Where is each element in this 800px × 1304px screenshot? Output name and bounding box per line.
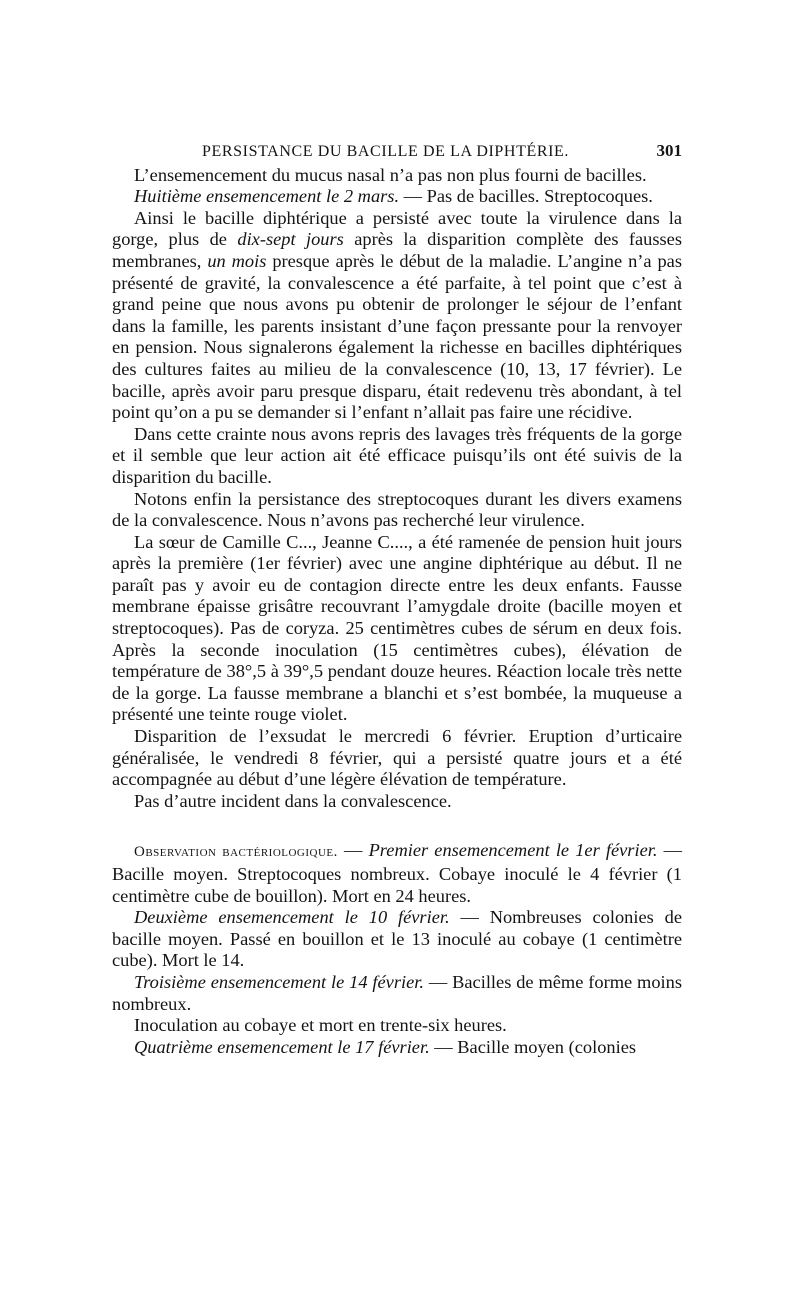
- text-run: Notons enfin la persistance des streptocoques durant les divers examens de la convalescence. Nous n’avons pas recherché leur virulence.: [112, 488, 682, 531]
- page-body: [112, 140, 682, 1058]
- paragraph: [112, 972, 682, 1015]
- text-run: Dans cette crainte nous avons repris des lavages très fréquents de la gorge et il semble que leur action ait été efficace puisqu’ils ont été suivis de la disparition du bacille.: [112, 423, 682, 487]
- section-gap: [112, 812, 682, 840]
- italic-text: un mois: [207, 250, 267, 271]
- text-run: — Bacille moyen (colonies: [429, 1036, 637, 1057]
- paragraph: [112, 907, 682, 972]
- paragraph: [112, 726, 682, 791]
- paragraph: [112, 186, 682, 208]
- paragraph: [112, 791, 682, 813]
- italic-text: Huitième ensemencement le 2 mars.: [134, 186, 400, 207]
- running-header: [202, 140, 682, 163]
- paragraph: [112, 532, 682, 726]
- paragraph: [112, 489, 682, 532]
- text-run: après la disparition complète des fausses membranes,: [112, 229, 682, 271]
- text-run: —: [337, 840, 369, 861]
- text-run: — Bacilles de même forme moins nombreux.: [112, 971, 682, 1014]
- text-run: — Bacille moyen. Streptocoques nombreux. Cobaye inoculé le 4 février (1 centimètre cube de bouillon). Mort en 24 heures.: [112, 840, 682, 906]
- italic-text: Quatrième ensemencement le 17 février.: [134, 1036, 430, 1057]
- italic-text: Premier ensemencement le 1er février.: [368, 840, 658, 861]
- page-number: 301: [656, 141, 682, 160]
- text-run: Pas d’autre incident dans la convalescence.: [134, 790, 452, 811]
- paragraph: [112, 840, 682, 907]
- paragraph: [112, 424, 682, 489]
- italic-text: dix-sept jours: [237, 229, 344, 250]
- text-run: Disparition de l’exsudat le mercredi 6 février. Eruption d’urticaire généralisée, le vendredi 8 février, qui a persisté quatre jours et a été accompagnée au début d’une légère élévation de température.: [112, 726, 682, 790]
- paragraph: [112, 165, 682, 187]
- paragraph: [112, 208, 682, 424]
- text-run: presque après le début de la maladie. L’angine n’a pas présenté de gravité, la convalescence a été parfaite, à tel point que c’est à grand peine que nous avons pu obtenir de prolonger le séjour de l’enfant dans la famille, les parents insistant d’une façon pressante pour la renvoyer en pension. Nous signalerons également la richesse en bacilles diphtériques des cultures faites au milieu de la convalescence (10, 13, 17 février). Le bacille, après avoir paru presque disparu, était redevenu très abondant, à tel point qu’on a pu se demander si l’enfant n’allait pas faire une récidive.: [112, 250, 682, 423]
- text-body: [112, 165, 682, 1059]
- text-run: Ainsi le bacille diphtérique a persisté avec toute la virulence dans la gorge, plus de: [112, 207, 682, 250]
- italic-text: Troisième ensemencement le 14 février.: [134, 971, 424, 992]
- text-run: Inoculation au cobaye et mort en trente-six heures.: [134, 1015, 507, 1036]
- italic-text: Deuxième ensemencement le 10 février.: [134, 907, 450, 928]
- running-title: PERSISTANCE DU BACILLE DE LA DIPHTÉRIE.: [202, 143, 570, 160]
- text-run: L’ensemencement du mucus nasal n’a pas non plus fourni de bacilles.: [134, 164, 647, 185]
- section-heading: Observation bactériologique.: [134, 844, 338, 861]
- text-run: La sœur de Camille C..., Jeanne C...., a été ramenée de pension huit jours après la première (1er février) avec une angine diphtérique au début. Il ne paraît pas y avoir eu de contagion directe entre les deux enfants. Fausse membrane épaisse grisâtre recouvrant l’amygdale droite (bacille moyen et streptocoques). Pas de coryza. 25 centimètres cubes de sérum en deux fois. Après la seconde inoculation (15 centimètres cubes), élévation de température de 38°,5 à 39°,5 pendant douze heures. Réaction locale très nette de la gorge. La fausse membrane a blanchi et s’est bombée, la muqueuse a présenté une teinte rouge violet.: [112, 531, 682, 725]
- paragraph: [112, 1037, 682, 1059]
- text-run: — Pas de bacilles. Streptocoques.: [399, 186, 653, 207]
- text-run: — Nombreuses colonies de bacille moyen. Passé en bouillon et le 13 inoculé au cobaye (1 centimètre cube). Mort le 14.: [112, 907, 682, 971]
- paragraph: [112, 1015, 682, 1037]
